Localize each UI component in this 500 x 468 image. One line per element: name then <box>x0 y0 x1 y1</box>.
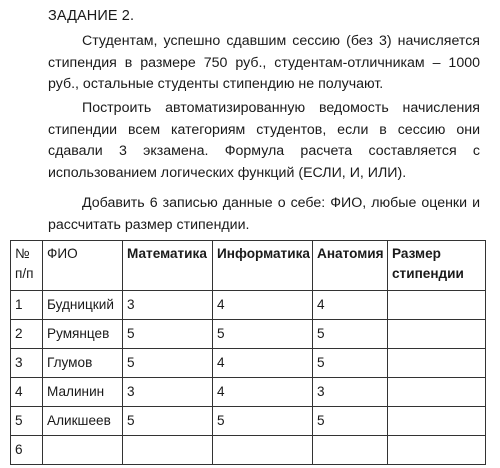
header-math: Математика <box>123 241 213 291</box>
cell-informatics: 5 <box>213 320 313 349</box>
cell-fio: Румянцев <box>43 320 123 349</box>
cell-anatomy: 4 <box>313 291 388 320</box>
cell-fio: Глумов <box>43 349 123 378</box>
cell-math: 3 <box>123 378 213 407</box>
header-number: № п/п <box>11 241 43 291</box>
cell-number: 2 <box>11 320 43 349</box>
cell-anatomy <box>313 436 388 465</box>
cell-anatomy: 5 <box>313 407 388 436</box>
header-fio: ФИО <box>43 241 123 291</box>
cell-fio: Будницкий <box>43 291 123 320</box>
cell-fio: Малинин <box>43 378 123 407</box>
table-row <box>11 407 486 436</box>
cell-fio <box>43 436 123 465</box>
cell-anatomy: 5 <box>313 320 388 349</box>
assignment-paragraph-2 <box>48 98 480 184</box>
header-anatomy: Анатомия <box>313 241 388 291</box>
assignment-paragraph-1 <box>48 31 480 96</box>
cell-informatics: 5 <box>213 407 313 436</box>
table-row <box>11 291 486 320</box>
table-row <box>11 320 486 349</box>
cell-stipend <box>388 349 486 378</box>
cell-stipend <box>388 407 486 436</box>
table-row <box>11 378 486 407</box>
cell-math: 5 <box>123 407 213 436</box>
cell-anatomy: 3 <box>313 378 388 407</box>
cell-math: 3 <box>123 291 213 320</box>
cell-math: 5 <box>123 349 213 378</box>
cell-fio: Аликшеев <box>43 407 123 436</box>
cell-math: 5 <box>123 320 213 349</box>
cell-anatomy: 5 <box>313 349 388 378</box>
cell-stipend <box>388 291 486 320</box>
table-row <box>11 349 486 378</box>
table-row <box>11 436 486 465</box>
cell-math <box>123 436 213 465</box>
assignment-paragraph-3-text: Добавить 6 записью данные о себе: ФИО, любые оценки и рассчитать размер стипендии. <box>48 195 480 233</box>
assignment-paragraph-2-text: Построить автоматизированную ведомость начисления стипендии всем категориям студентов, если в сессию они сдавали 3 экзамена. Формула расчета составляется с использованием логических функций (ЕСЛИ, И, ИЛИ). <box>48 100 480 181</box>
cell-stipend <box>388 436 486 465</box>
cell-informatics <box>213 436 313 465</box>
cell-number: 5 <box>11 407 43 436</box>
cell-number: 1 <box>11 291 43 320</box>
cell-stipend <box>388 320 486 349</box>
cell-stipend <box>388 378 486 407</box>
cell-informatics: 4 <box>213 378 313 407</box>
assignment-title: ЗАДАНИЕ 2. <box>48 8 135 24</box>
cell-number: 6 <box>11 436 43 465</box>
grades-table <box>10 240 486 465</box>
cell-number: 3 <box>11 349 43 378</box>
header-informatics: Информатика <box>213 241 313 291</box>
cell-informatics: 4 <box>213 291 313 320</box>
assignment-paragraph-1-text: Студентам, успешно сдавшим сессию (без 3) начисляется стипендия в размере 750 руб., студентам-отличникам – 1000 руб., остальные студенты стипендию не получают. <box>48 33 480 92</box>
cell-number: 4 <box>11 378 43 407</box>
table-header-row <box>11 241 486 291</box>
header-stipend: Размер стипендии <box>388 241 486 291</box>
cell-informatics: 4 <box>213 349 313 378</box>
assignment-paragraph-3 <box>48 193 480 236</box>
